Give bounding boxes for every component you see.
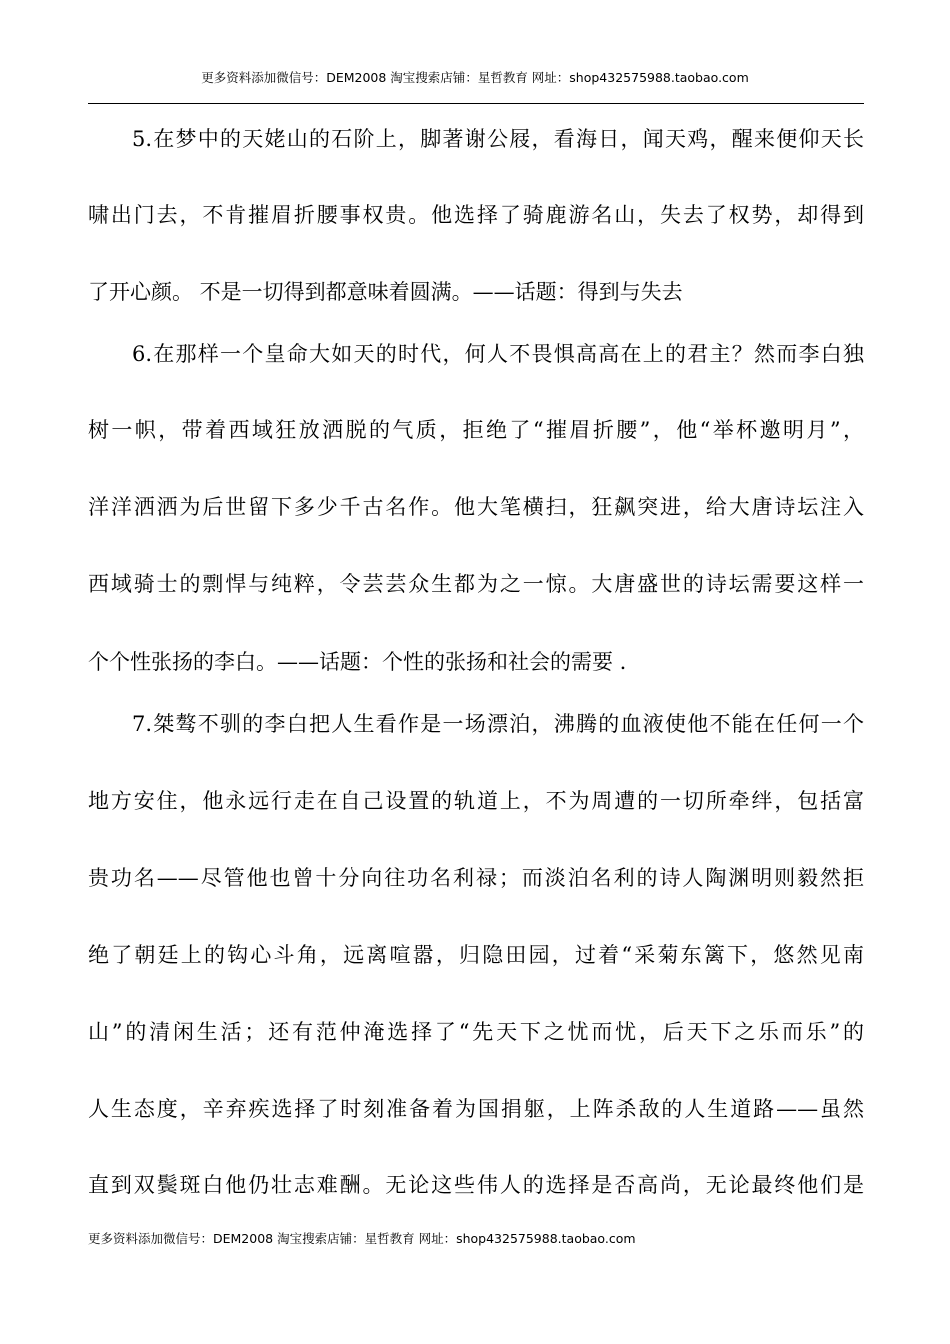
page-header: 更多资料添加微信号：DEM2008 淘宝搜索店铺：星哲教育 网址：shop432575988.taobao.com <box>201 70 749 85</box>
text-line: 个个性张扬的李白。——话题：个性的张扬和社会的需要 . <box>88 650 627 674</box>
text-line: 人生态度，辛弃疾选择了时刻准备着为国捐躯，上阵杀敌的人生道路——虽然 <box>88 1097 864 1121</box>
page-footer: 更多资料添加微信号：DEM2008 淘宝搜索店铺：星哲教育 网址：shop432575988.taobao.com <box>88 1231 636 1246</box>
text-line: 6.在那样一个皇命大如天的时代，何人不畏惧高高在上的君主？然而李白独 <box>132 342 864 366</box>
text-line: 西域骑士的剽悍与纯粹，令芸芸众生都为之一惊。大唐盛世的诗坛需要这样一 <box>88 572 864 596</box>
text-line: 了开心颜。 不是一切得到都意味着圆满。——话题：得到与失去 <box>88 280 683 304</box>
text-line: 地方安住，他永远行走在自己设置的轨道上，不为周遭的一切所牵绊，包括富 <box>88 789 864 813</box>
text-line: 树一帜，带着西域狂放洒脱的气质，拒绝了“摧眉折腰”，他“举杯邀明月”， <box>88 418 864 442</box>
header-divider <box>88 103 864 104</box>
text-line: 绝了朝廷上的钩心斗角，远离喧嚣，归隐田园，过着“采菊东篱下，悠然见南 <box>88 943 864 967</box>
text-line: 直到双鬓斑白他仍壮志难酬。无论这些伟人的选择是否高尚，无论最终他们是 <box>88 1173 864 1197</box>
text-line: 7.桀骜不驯的李白把人生看作是一场漂泊，沸腾的血液使他不能在任何一个 <box>132 712 864 736</box>
text-line: 贵功名——尽管他也曾十分向往功名利禄；而淡泊名利的诗人陶渊明则毅然拒 <box>88 866 864 890</box>
text-line: 山”的清闲生活；还有范仲淹选择了“先天下之忧而忧，后天下之乐而乐”的 <box>88 1020 864 1044</box>
text-line: 啸出门去，不肯摧眉折腰事权贵。他选择了骑鹿游名山，失去了权势，却得到 <box>88 203 864 227</box>
text-line: 洋洋洒洒为后世留下多少千古名作。他大笔横扫，狂飙突进，给大唐诗坛注入 <box>88 495 864 519</box>
text-line: 5.在梦中的天姥山的石阶上，脚著谢公屐，看海日，闻天鸡，醒来便仰天长 <box>132 127 864 151</box>
